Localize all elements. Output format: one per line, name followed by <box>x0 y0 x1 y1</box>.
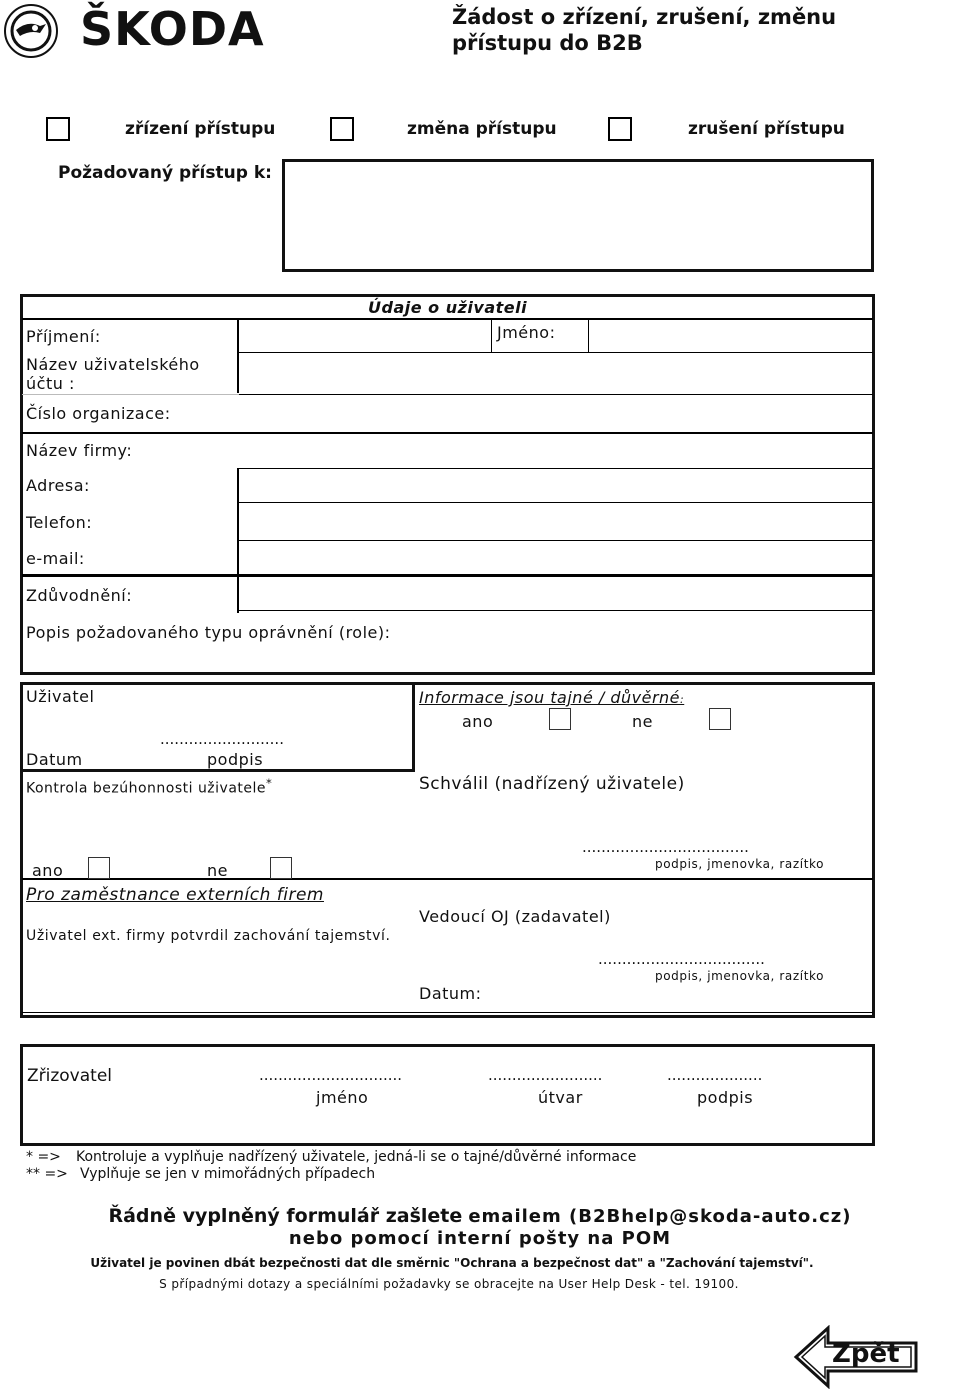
page-title: Žádost o zřízení, zrušení, změnu přístupu do B2B <box>452 5 837 55</box>
ext-no-label: ne <box>207 861 228 880</box>
divider <box>239 394 873 395</box>
justification-label: Zdůvodnění: <box>26 586 133 605</box>
surname-label: Příjmení: <box>26 327 101 346</box>
divider <box>239 540 873 541</box>
create-access-label: zřízení přístupu <box>125 119 276 139</box>
divider <box>22 1012 873 1013</box>
divider <box>22 394 239 395</box>
provider-name-line[interactable]: .............................. <box>259 1066 403 1084</box>
security-notice: Uživatel je povinen dbát bezpečnosti dat dle směrnic "Ochrana a bezpečnost dat" a "Zachování tajemství". <box>90 1256 814 1270</box>
divider <box>237 318 239 393</box>
date-label: Datum <box>26 750 83 769</box>
phone-label: Telefon: <box>26 513 93 532</box>
divider <box>588 318 589 352</box>
provider-signature-label: podpis <box>697 1088 754 1107</box>
cancel-access-checkbox[interactable] <box>608 117 632 141</box>
secret-no-checkbox[interactable] <box>709 708 731 730</box>
ext-confirm-label: Uživatel ext. firmy potvrdil zachování tajemství. <box>26 928 391 944</box>
divider <box>22 432 873 434</box>
manager-signature-line[interactable]: ................................... <box>598 950 765 968</box>
divider <box>239 610 873 611</box>
manager-date-label: Datum: <box>419 984 482 1003</box>
back-button[interactable] <box>792 1325 920 1389</box>
note-1: * => Kontroluje a vyplňuje nadřízený uživatele, jedná-li se o tajné/důvěrné informace <box>26 1149 637 1165</box>
signature-label: podpis <box>207 750 264 769</box>
secret-no-label: ne <box>632 712 653 731</box>
note-2: ** => Vyplňuje se jen v mimořádných případech <box>26 1166 376 1182</box>
help-desk-notice: S případnými dotazy a speciálními požadavky se obracejte na User Help Desk - tel. 19100. <box>159 1277 739 1291</box>
approver-stamp-label: podpis, jmenovka, razítko <box>655 857 825 871</box>
skoda-logo-icon <box>4 4 58 58</box>
integrity-check-label: Kontrola bezúhonnosti uživatele* <box>26 776 273 797</box>
manager-stamp-label: podpis, jmenovka, razítko <box>655 969 825 983</box>
secret-yes-checkbox[interactable] <box>549 708 571 730</box>
post-instructions: nebo pomocí interní pošty na POM <box>288 1228 672 1249</box>
approver-signature-line[interactable]: ................................... <box>582 838 749 856</box>
provider-label: Zřizovatel <box>27 1066 113 1086</box>
manager-label: Vedoucí OJ (zadavatel) <box>419 907 611 926</box>
back-label: Zpět <box>832 1339 900 1369</box>
divider <box>491 318 492 352</box>
secret-info-label: Informace jsou tajné / důvěrné: <box>419 688 685 707</box>
provider-unit-label: útvar <box>538 1088 583 1107</box>
ext-no-checkbox[interactable] <box>270 857 292 879</box>
change-access-checkbox[interactable] <box>330 117 354 141</box>
provider-signature-line[interactable]: .................... <box>667 1066 763 1084</box>
provider-unit-line[interactable]: ........................ <box>488 1066 603 1084</box>
change-access-label: změna přístupu <box>407 119 557 139</box>
secret-yes-label: ano <box>462 712 494 731</box>
account-name-label: Název uživatelského účtu : <box>26 355 200 393</box>
company-name-label: Název firmy: <box>26 441 133 460</box>
divider <box>22 574 873 577</box>
role-description-label: Popis požadovaného typu oprávnění (role): <box>26 623 391 642</box>
user-signature-line[interactable]: .......................... <box>160 730 284 748</box>
brand-logo: ŠKODA <box>80 2 265 56</box>
divider <box>239 468 873 469</box>
cancel-access-label: zrušení přístupu <box>688 119 845 139</box>
user-section-header: Údaje o uživateli <box>368 298 528 317</box>
provider-name-label: jméno <box>316 1088 369 1107</box>
ext-employees-header: Pro zaměstnance externích firem <box>26 885 324 905</box>
requested-access-field[interactable] <box>282 159 874 272</box>
divider <box>239 502 873 503</box>
approved-by-label: Schválil (nadřízený uživatele) <box>419 774 685 794</box>
create-access-checkbox[interactable] <box>46 117 70 141</box>
address-label: Adresa: <box>26 476 90 495</box>
divider <box>22 878 873 880</box>
divider <box>239 352 873 353</box>
ext-yes-checkbox[interactable] <box>88 857 110 879</box>
send-instructions: Řádně vyplněný formulář zašlete emailem (B2Bhelp@skoda-auto.cz) <box>108 1205 852 1227</box>
ext-yes-label: ano <box>32 861 64 880</box>
first-name-label: Jméno: <box>497 323 556 342</box>
user-label: Uživatel <box>26 687 95 706</box>
requested-access-label: Požadovaný přístup k: <box>58 163 272 183</box>
divider <box>22 318 873 320</box>
email-label: e-mail: <box>26 549 85 568</box>
org-number-label: Číslo organizace: <box>26 404 171 423</box>
